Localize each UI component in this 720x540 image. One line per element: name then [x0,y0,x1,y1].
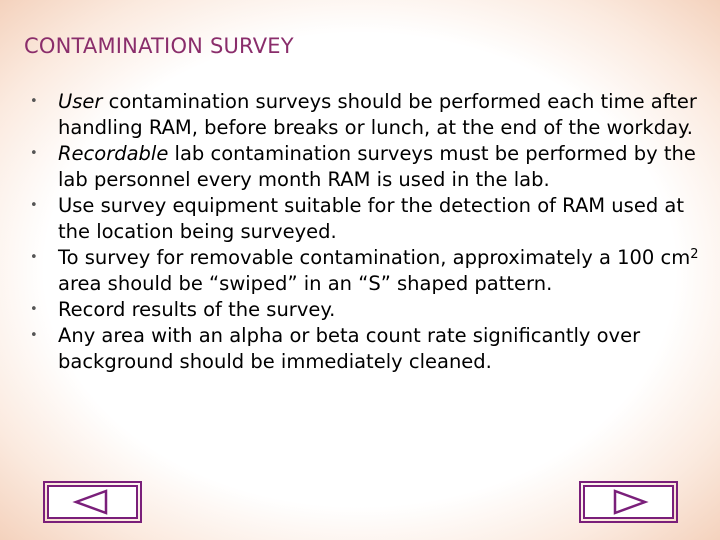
slide-title: CONTAMINATION SURVEY [24,34,294,58]
bullet-item [30,193,700,245]
bullet-text: Record results of the survey. [58,298,336,321]
bullet-text: To survey for removable contamination, approximately a 100 cm [58,246,691,269]
triangle-right-icon [585,487,672,517]
bullet-marker: • [30,250,38,265]
superscript: 2 [690,247,699,262]
bullet-marker: • [30,328,38,343]
bullet-text: Any area with an alpha or beta count rate significantly over background should be immediately cleaned. [58,324,641,373]
bullet-emphasis: User [58,90,103,113]
bullet-emphasis: Recordable [58,142,169,165]
bullet-item [30,141,700,193]
bullet-marker: • [30,94,38,109]
bullet-marker: • [30,146,38,161]
bullet-text: contamination surveys should be performed each time after handling RAM, before breaks or lunch, at the end of the workday. [58,90,697,139]
bullet-marker: • [30,198,38,213]
bullet-item [30,245,700,297]
bullet-marker: • [30,302,38,317]
bullet-item [30,297,700,323]
bullet-text: Use survey equipment suitable for the detection of RAM used at the location being surveyed. [58,194,684,243]
previous-slide-button[interactable] [47,485,138,519]
triangle-left-icon [49,487,136,517]
bullet-text-continued: area should be “swiped” in an “S” shaped pattern. [58,272,553,295]
bullet-text: lab contamination surveys must be performed by the lab personnel every month RAM is used in the lab. [58,142,696,191]
next-slide-button[interactable] [583,485,674,519]
bullet-item [30,89,700,141]
bullet-item [30,323,700,375]
bullet-list [30,89,700,375]
